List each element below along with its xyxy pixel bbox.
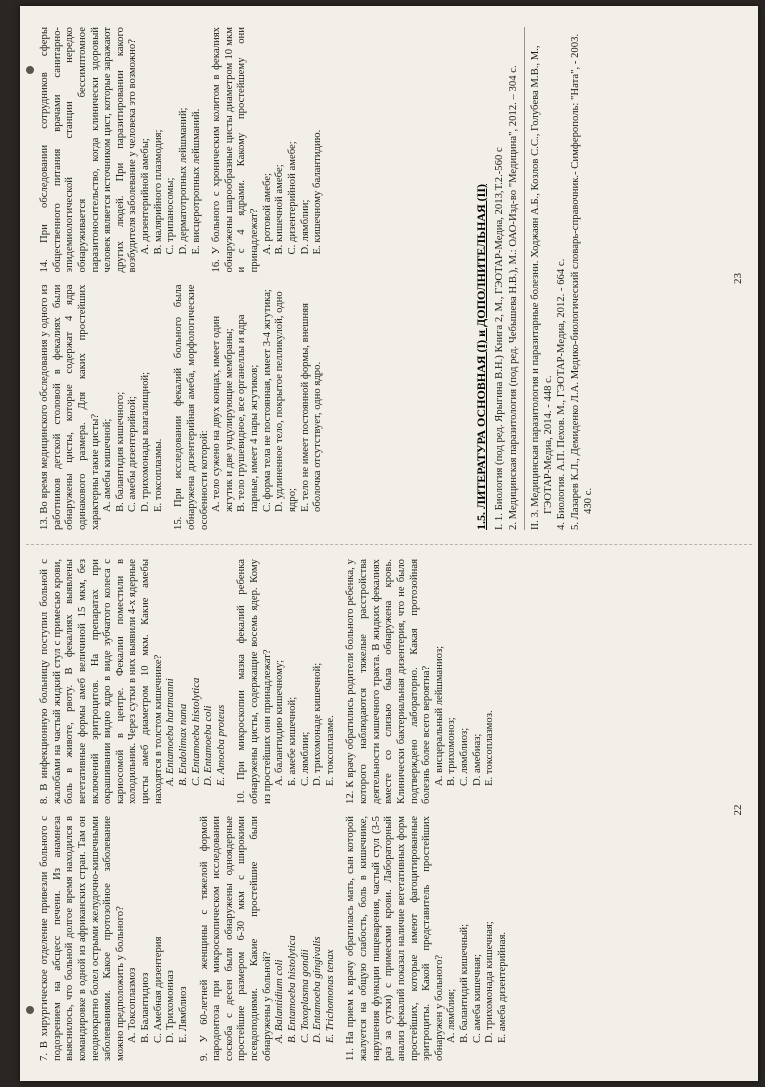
literature-main — [493, 27, 520, 530]
literature-item: 5. Лазарев К.Л., Демиденко Л.А. Медико-биологический словарь-справочник.- Симферополь: "Ната", - 2003. 430 с. — [569, 33, 595, 530]
answer-option: А. Entamoeba hartmanni — [164, 678, 177, 786]
question-11 — [344, 816, 508, 1061]
answer-option: D. Трихомониаз — [164, 970, 177, 1043]
answer-option: D. трихомонады влагалищной; — [139, 371, 151, 512]
answer-option: В. Endolimax nana — [176, 703, 189, 786]
question-stem: 12. К врачу обратились родители больного ребенка, у которого наблюдаются тяжелые расстройства деятельности кишечного тракта. В жидких фекалиях вместе со слизью была обнаружена кровь. Клинически бактериальная дизентерия, что не было подтверждено лабораторно. Какая протозойная болезнь более всего вероятна? — [344, 559, 433, 804]
literature-item: I. 1. Биология (под ред. Ярыгина В.Н.) Книга 2, М., ГЭОТАР-Медиа, 2013,Т.2.-560 с — [493, 147, 505, 530]
question-stem: 14. При обследовании сотрудников сферы общественного питания врачами санитарно-эпидемиологической станции нередко обнаруживается бессимптомное паразитоносительство, когда клинически здоровый человек является источником цист, которые заражают других людей. При паразитировании какого возбудителя заболевание у человека это возможно? — [38, 27, 139, 273]
scanned-sheet — [20, 6, 758, 1081]
answer-option: А. ротовой амебе; — [260, 173, 273, 255]
answer-option: А. Balantidium coli — [273, 959, 286, 1043]
page-left-column-1 — [38, 816, 698, 1061]
answer-option: С. лямблии; — [298, 731, 311, 786]
answer-option: D. амебиаз; — [470, 733, 483, 786]
page-number: 23 — [732, 273, 744, 284]
page-left-column-2 — [38, 559, 698, 804]
question-stem: 7. В хирургическое отделение привезли больного с подозрением на абсцесс печени. Из анамнеза выяснилось, что больной долгое время находился в командировке в одной из африканских стран. Там он неоднократно болел острыми желудочно-кишечными заболеваниями. Какое протозойное заболевание можно предположить у больного? — [38, 816, 126, 1061]
answer-option: D. трихомонада кишечная; — [483, 921, 496, 1043]
answer-option: Е. тело не имеет постоянной формы, внешняя оболочка отсутствует, одно ядро. — [298, 303, 324, 512]
page-left-columns — [38, 559, 698, 1061]
literature-item: II. 3. Медицинская паразитология и паразитарные болезни. Ходжаян А.Б., Козлов С.С., Голубева М.В., М., ГЭОТАР-Медиа, 2014. - 448 с. — [528, 45, 554, 530]
literature-divider — [524, 27, 525, 530]
literature-title: 1.5. ЛИТЕРАТУРА ОСНОВНАЯ (I) и ДОПОЛНИТЕЛЬНАЯ (II) — [474, 183, 488, 530]
question-stem: 10. При микроскопии мазка фекалий ребенка обнаружены цисты, содержащие восемь ядер. Кому из простейших они принадлежат? — [235, 559, 273, 804]
answer-option: D. лямблии; — [298, 199, 311, 255]
answer-option: В. трихомоноз; — [445, 717, 458, 786]
answer-option: D. дерматотропных лейшманий; — [176, 107, 189, 255]
page-right-column-1 — [38, 285, 468, 531]
page-right — [26, 13, 752, 544]
answer-option: А. дизентерийной амебы; — [139, 138, 151, 255]
question-stem: 15. При исследовании фекалий больного была обнаружена дизентерийная амеба, морфологические особенности которой: — [172, 284, 210, 530]
answer-option: Е. висцеротропных лейшманий. — [189, 108, 202, 255]
question-stem: 13. Во время медицинского обследования у одного из работников детской столовой в фекалиях были обнаружены цисты, которые содержат 4 ядра одинакового размера. Для каких простейших характерны такие цисты? — [38, 284, 101, 530]
answer-option: Е. Лямблиоз — [176, 986, 189, 1043]
answer-option: А. Токсоплазмоз — [126, 967, 139, 1043]
answer-option: Е. Amoeba proteus — [214, 704, 227, 786]
literature-additional — [529, 27, 595, 530]
answer-option: Е. Trichomonas tenax — [323, 949, 336, 1043]
answer-option: D. Entamoeba gingivalis — [311, 936, 324, 1043]
rotated-spread — [26, 12, 752, 1075]
page-left — [26, 544, 752, 1075]
punch-hole — [26, 66, 34, 74]
answer-option: С. Амебная дизентерия — [151, 936, 164, 1043]
question-10 — [235, 559, 336, 804]
answer-option: А. тело сужено на двух концах, имеет один жгутик и две ундулирующие мембраны; — [210, 315, 235, 512]
answer-option: Б. амебе кишечной; — [285, 696, 298, 786]
answer-option: В. кишечной амебе; — [273, 164, 286, 255]
question-14 — [38, 27, 202, 273]
question-15 — [172, 285, 324, 531]
answer-option: Е. амеба дизентерийная. — [495, 931, 508, 1043]
answer-option: С. лямблиоз; — [458, 727, 470, 786]
answer-option: В. малярийного плазмодия; — [151, 129, 164, 255]
answer-option: В. Балантидиоз — [139, 972, 151, 1043]
question-13 — [38, 285, 164, 531]
answer-option: D. Entamoeba coli — [202, 705, 215, 786]
answer-option: А. амебы кишечной; — [101, 418, 114, 512]
question-16 — [210, 27, 324, 273]
answer-option: В. Entamoeba histolytica — [285, 935, 298, 1043]
answer-option: D. удлиненное тело, покрытое пелликулой, одно ядро; — [273, 291, 298, 512]
answer-option: В. балантидия кишечного; — [113, 391, 126, 512]
page-right-columns — [38, 27, 468, 530]
answer-option: Е. токсоплазме. — [323, 715, 336, 786]
question-stem: 11. На прием к врачу обратилась мать, сын которой жалуется на общую слабость, боль в кишечнике, нарушения функции пищеварения, частый стул (3-5 раз за сутки) с примесями крови. Лабораторный анализ фекалий показал наличие вегетативных форм простейших, которые имеют фагоцитированные эритроциты. Какой представитель простейших обнаружен у больного? — [344, 816, 445, 1061]
question-stem: 16. У больного с хроническим колитом в фекалиях обнаружены шарообразные цисты диаметром 10 мкм и с 4 ядрами. Какому простейшему они принадлежат? — [210, 27, 260, 273]
answer-option: А. висцеральный лейшманиоз; — [432, 645, 445, 786]
punch-hole — [26, 1006, 34, 1014]
question-7 — [38, 816, 190, 1061]
answer-option: В. тело грушевидное, все органеллы и ядра парные, имеет 4 пары жгутиков; — [235, 314, 260, 512]
answer-option: D. трихомонаде кишечной; — [311, 662, 324, 786]
literature-section — [474, 27, 595, 530]
answer-option: А. лямблия; — [445, 988, 458, 1043]
answer-option: С. дизентерийной амебе; — [285, 141, 298, 255]
answer-option: С. форма тела не постоянная, имеет 3-4 жгутика; — [260, 289, 273, 512]
answer-option: С. амебы дизентерийной; — [126, 396, 139, 512]
question-9 — [198, 816, 337, 1061]
question-8 — [38, 559, 227, 804]
question-stem: 8. В инфекционную больницу поступил больной с жалобами на частый жидкий стул с примесью крови, боль в животе, рвоту. В фекалиях выявлены вегетативные формы амеб величиной 15 мкм, без включений эритроцитов. На препаратах при окрашивании видно ядро в виде зубчатого колеса с кариосомой в центре. Фекалии поместили в холодильник. Через сутки в них выявили 4-х ядерные цисты амеб диаметром 10 мкм. Какие амебы находятся в толстом кишечнике? — [38, 559, 164, 804]
answer-option: С. Toxoplasma gondii — [298, 949, 311, 1043]
answer-option: В. балантидий кишечный; — [458, 923, 470, 1043]
answer-option: А. балантидию кишечному; — [273, 659, 286, 786]
literature-item: 2. Медицинская паразитология (под ред. Чебышева Н.В.), М.: ОАО-Изд-во "Медицина", 2012. – 304 с. — [506, 65, 519, 530]
literature-item: 4. Биология. А.П. Пехов. М., ГЭОТАР-Медиа, 2012. - 664 с. — [555, 258, 568, 530]
page-number: 22 — [732, 804, 744, 816]
page-right-column-2 — [38, 27, 468, 273]
answer-option: Е. токсоплазмы. — [151, 438, 164, 512]
question-stem: 9. У 60-летней женщины с тяжелой формой пародонтоза при микроскопическом исследовании соскоба с десен были обнаружены одноядерные простейшие размером 6-30 мкм с широкими псевдоподиями. Какие простейшие были обнаружены у больной? — [197, 816, 273, 1061]
question-12 — [344, 559, 496, 804]
answer-option: Е. токсоплазмоз. — [483, 710, 496, 786]
answer-option: С. амеба кишечная; — [470, 954, 483, 1043]
book-spread — [26, 12, 752, 1075]
answer-option: С. Entamoeba histolytica — [189, 677, 202, 786]
answer-option: С. трипаносомы; — [164, 177, 177, 255]
answer-option: Е. кишечному балантидию. — [311, 129, 324, 255]
